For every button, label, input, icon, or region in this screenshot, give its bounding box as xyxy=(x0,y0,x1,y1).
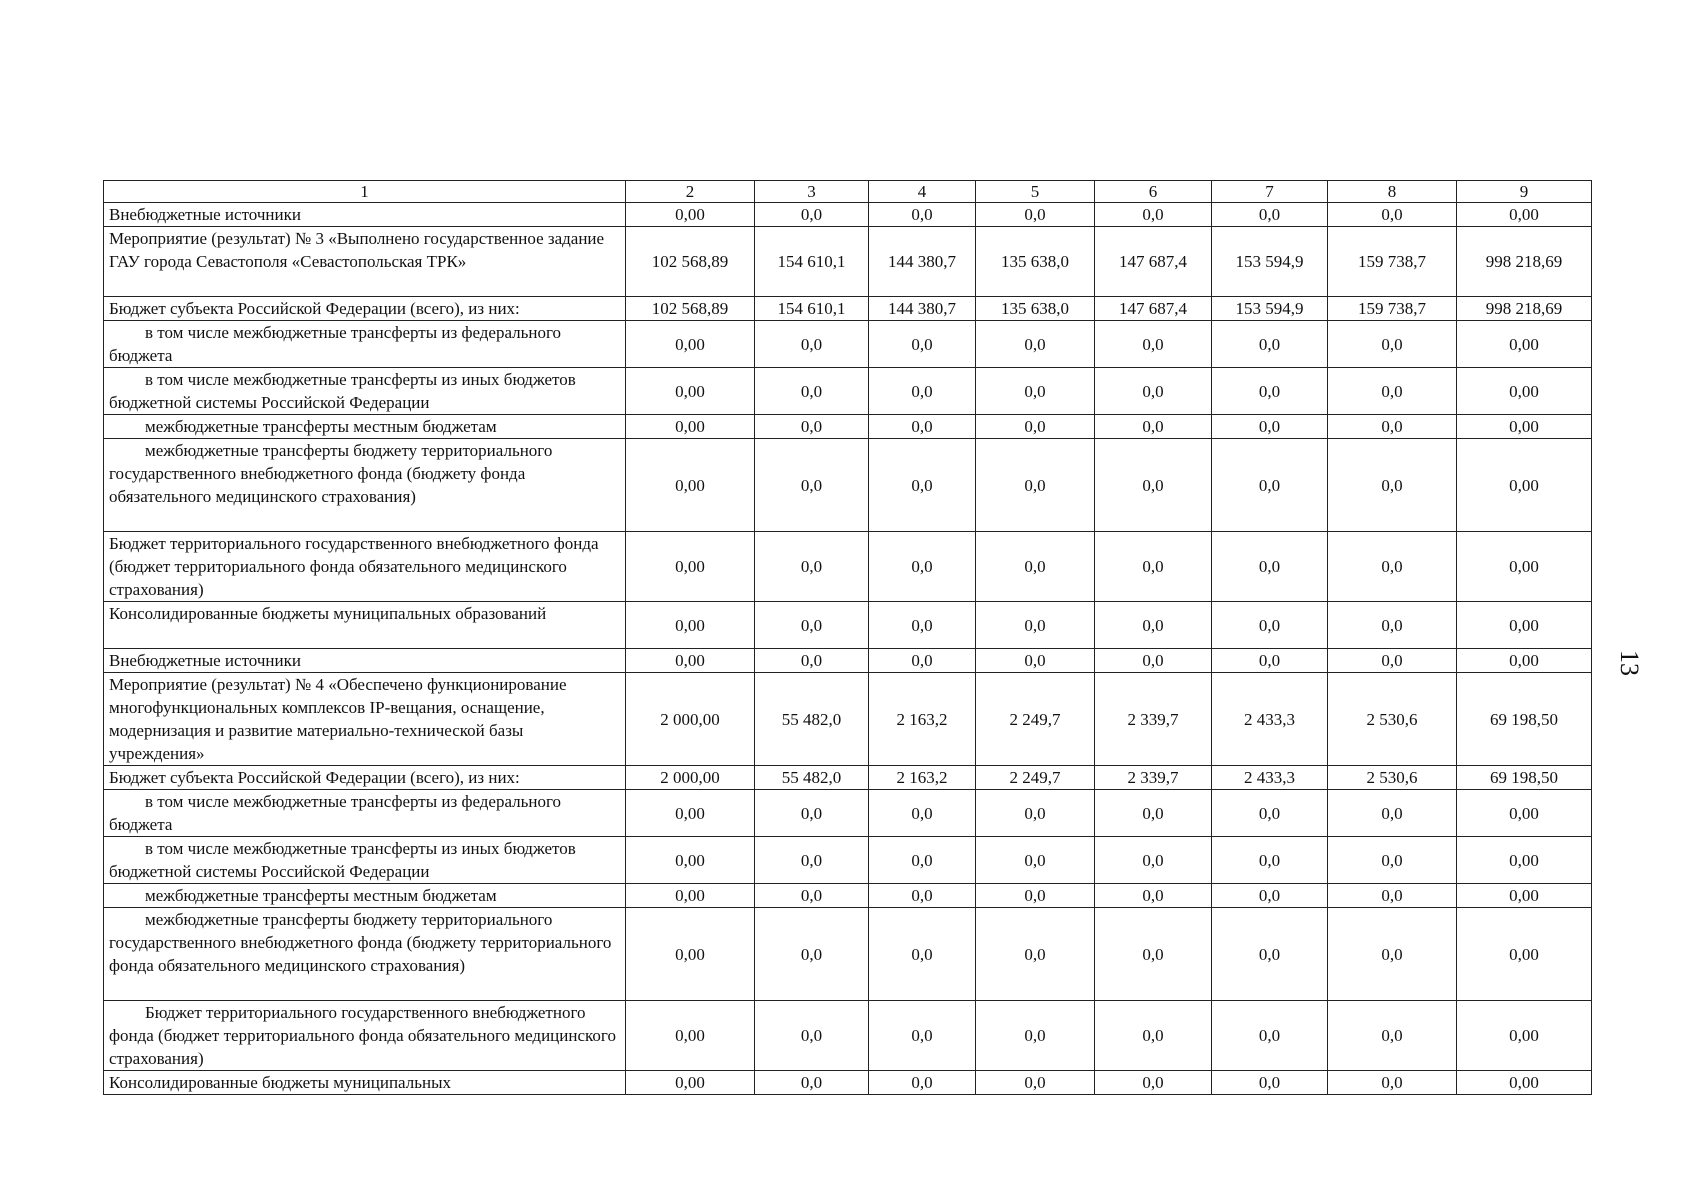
value-cell: 0,0 xyxy=(1095,837,1212,884)
value-cell: 144 380,7 xyxy=(869,297,976,321)
value-cell: 0,0 xyxy=(1328,203,1457,227)
value-cell: 0,00 xyxy=(1457,790,1592,837)
value-cell: 0,0 xyxy=(1328,368,1457,415)
value-cell: 2 339,7 xyxy=(1095,673,1212,766)
row-label: Мероприятие (результат) № 3 «Выполнено государственное задание ГАУ города Севастополя «Севастопольская ТРК» xyxy=(104,227,626,297)
table-row xyxy=(104,790,1592,837)
value-cell: 0,00 xyxy=(626,790,755,837)
value-cell: 2 249,7 xyxy=(976,766,1095,790)
value-cell: 154 610,1 xyxy=(755,227,869,297)
value-cell: 0,00 xyxy=(1457,368,1592,415)
value-cell: 0,0 xyxy=(976,908,1095,1001)
value-cell: 0,0 xyxy=(1328,1071,1457,1095)
header-cell: 6 xyxy=(1095,181,1212,203)
value-cell: 159 738,7 xyxy=(1328,297,1457,321)
row-label: Внебюджетные источники xyxy=(104,649,626,673)
value-cell: 69 198,50 xyxy=(1457,673,1592,766)
header-cell: 2 xyxy=(626,181,755,203)
value-cell: 0,00 xyxy=(626,602,755,649)
value-cell: 0,0 xyxy=(1212,1001,1328,1071)
value-cell: 0,00 xyxy=(626,908,755,1001)
row-label: в том числе межбюджетные трансферты из федерального бюджета xyxy=(104,790,626,837)
value-cell: 147 687,4 xyxy=(1095,297,1212,321)
value-cell: 0,0 xyxy=(755,602,869,649)
table-row xyxy=(104,884,1592,908)
value-cell: 0,0 xyxy=(869,602,976,649)
header-cell: 3 xyxy=(755,181,869,203)
value-cell: 0,0 xyxy=(1328,321,1457,368)
value-cell: 2 530,6 xyxy=(1328,673,1457,766)
value-cell: 0,0 xyxy=(976,649,1095,673)
value-cell: 0,0 xyxy=(1212,203,1328,227)
value-cell: 0,0 xyxy=(1095,790,1212,837)
value-cell: 0,00 xyxy=(1457,602,1592,649)
table-row xyxy=(104,837,1592,884)
row-label: Бюджет субъекта Российской Федерации (всего), из них: xyxy=(104,766,626,790)
value-cell: 0,0 xyxy=(1095,439,1212,532)
value-cell: 135 638,0 xyxy=(976,297,1095,321)
value-cell: 0,0 xyxy=(755,368,869,415)
value-cell: 0,00 xyxy=(1457,1071,1592,1095)
value-cell: 0,0 xyxy=(755,908,869,1001)
value-cell: 0,0 xyxy=(976,368,1095,415)
value-cell: 0,00 xyxy=(1457,203,1592,227)
page-number: 13 xyxy=(1615,650,1644,676)
row-label: межбюджетные трансферты бюджету территориального государственного внебюджетного фонда (бюджету фонда обязательного медицинского страхования) xyxy=(104,439,626,532)
value-cell: 0,0 xyxy=(1095,1001,1212,1071)
value-cell: 0,0 xyxy=(1095,908,1212,1001)
value-cell: 0,0 xyxy=(1212,602,1328,649)
table-row xyxy=(104,203,1592,227)
table-row xyxy=(104,368,1592,415)
row-label: Консолидированные бюджеты муниципальных xyxy=(104,1071,626,1095)
row-label: в том числе межбюджетные трансферты из иных бюджетов бюджетной системы Российской Федерации xyxy=(104,368,626,415)
value-cell: 0,0 xyxy=(869,884,976,908)
value-cell: 0,0 xyxy=(976,203,1095,227)
value-cell: 153 594,9 xyxy=(1212,227,1328,297)
value-cell: 0,0 xyxy=(1095,415,1212,439)
value-cell: 0,0 xyxy=(1095,321,1212,368)
value-cell: 0,0 xyxy=(869,321,976,368)
table-row xyxy=(104,532,1592,602)
value-cell: 2 000,00 xyxy=(626,766,755,790)
value-cell: 55 482,0 xyxy=(755,673,869,766)
value-cell: 0,0 xyxy=(869,790,976,837)
value-cell: 2 163,2 xyxy=(869,766,976,790)
value-cell: 0,0 xyxy=(976,884,1095,908)
value-cell: 0,0 xyxy=(1095,203,1212,227)
header-cell: 7 xyxy=(1212,181,1328,203)
value-cell: 2 249,7 xyxy=(976,673,1095,766)
value-cell: 0,0 xyxy=(1328,1001,1457,1071)
value-cell: 0,00 xyxy=(1457,884,1592,908)
value-cell: 0,0 xyxy=(1328,790,1457,837)
value-cell: 0,0 xyxy=(1095,649,1212,673)
value-cell: 0,0 xyxy=(1212,790,1328,837)
value-cell: 0,0 xyxy=(1212,368,1328,415)
value-cell: 0,0 xyxy=(869,837,976,884)
value-cell: 0,00 xyxy=(1457,532,1592,602)
header-cell: 9 xyxy=(1457,181,1592,203)
value-cell: 0,0 xyxy=(1212,415,1328,439)
value-cell: 2 433,3 xyxy=(1212,673,1328,766)
value-cell: 154 610,1 xyxy=(755,297,869,321)
value-cell: 0,0 xyxy=(755,415,869,439)
value-cell: 0,00 xyxy=(626,649,755,673)
table-row xyxy=(104,602,1592,649)
value-cell: 0,00 xyxy=(1457,415,1592,439)
row-label: межбюджетные трансферты местным бюджетам xyxy=(104,415,626,439)
table-row xyxy=(104,415,1592,439)
value-cell: 0,0 xyxy=(976,602,1095,649)
value-cell: 0,0 xyxy=(1212,532,1328,602)
table-row xyxy=(104,766,1592,790)
value-cell: 998 218,69 xyxy=(1457,227,1592,297)
table-row xyxy=(104,673,1592,766)
value-cell: 0,00 xyxy=(1457,837,1592,884)
row-label: Консолидированные бюджеты муниципальных образований xyxy=(104,602,626,649)
row-label: Бюджет субъекта Российской Федерации (всего), из них: xyxy=(104,297,626,321)
value-cell: 0,0 xyxy=(1328,884,1457,908)
value-cell: 0,0 xyxy=(869,439,976,532)
budget-table xyxy=(103,180,1592,1095)
value-cell: 55 482,0 xyxy=(755,766,869,790)
value-cell: 0,00 xyxy=(1457,321,1592,368)
value-cell: 0,0 xyxy=(976,1071,1095,1095)
value-cell: 102 568,89 xyxy=(626,297,755,321)
table-row xyxy=(104,297,1592,321)
value-cell: 0,0 xyxy=(869,908,976,1001)
value-cell: 135 638,0 xyxy=(976,227,1095,297)
row-label: в том числе межбюджетные трансферты из федерального бюджета xyxy=(104,321,626,368)
value-cell: 2 000,00 xyxy=(626,673,755,766)
value-cell: 0,0 xyxy=(1095,884,1212,908)
value-cell: 0,0 xyxy=(1212,649,1328,673)
value-cell: 0,0 xyxy=(755,439,869,532)
value-cell: 0,0 xyxy=(755,203,869,227)
value-cell: 0,00 xyxy=(1457,439,1592,532)
table-row xyxy=(104,649,1592,673)
value-cell: 2 339,7 xyxy=(1095,766,1212,790)
value-cell: 69 198,50 xyxy=(1457,766,1592,790)
value-cell: 2 530,6 xyxy=(1328,766,1457,790)
value-cell: 0,0 xyxy=(1212,439,1328,532)
value-cell: 0,0 xyxy=(869,1071,976,1095)
table-row xyxy=(104,321,1592,368)
header-cell: 5 xyxy=(976,181,1095,203)
table-row xyxy=(104,1001,1592,1071)
header-cell: 8 xyxy=(1328,181,1457,203)
value-cell: 0,00 xyxy=(626,837,755,884)
value-cell: 0,0 xyxy=(755,884,869,908)
value-cell: 0,0 xyxy=(869,203,976,227)
value-cell: 2 433,3 xyxy=(1212,766,1328,790)
value-cell: 0,0 xyxy=(1095,1071,1212,1095)
value-cell: 102 568,89 xyxy=(626,227,755,297)
value-cell: 147 687,4 xyxy=(1095,227,1212,297)
value-cell: 0,00 xyxy=(626,368,755,415)
value-cell: 0,0 xyxy=(755,1001,869,1071)
value-cell: 0,00 xyxy=(1457,908,1592,1001)
table-body xyxy=(104,203,1592,1095)
value-cell: 0,0 xyxy=(869,368,976,415)
value-cell: 144 380,7 xyxy=(869,227,976,297)
table-row xyxy=(104,227,1592,297)
value-cell: 0,0 xyxy=(1095,532,1212,602)
value-cell: 0,0 xyxy=(869,649,976,673)
header-cell: 1 xyxy=(104,181,626,203)
value-cell: 0,0 xyxy=(1212,908,1328,1001)
row-label: межбюджетные трансферты местным бюджетам xyxy=(104,884,626,908)
value-cell: 0,0 xyxy=(1212,837,1328,884)
value-cell: 0,0 xyxy=(976,790,1095,837)
value-cell: 0,00 xyxy=(626,1001,755,1071)
value-cell: 0,0 xyxy=(1328,649,1457,673)
value-cell: 0,0 xyxy=(1328,837,1457,884)
value-cell: 0,0 xyxy=(1095,368,1212,415)
value-cell: 0,00 xyxy=(626,321,755,368)
value-cell: 0,00 xyxy=(626,203,755,227)
value-cell: 153 594,9 xyxy=(1212,297,1328,321)
value-cell: 0,0 xyxy=(755,1071,869,1095)
value-cell: 0,0 xyxy=(976,837,1095,884)
value-cell: 0,0 xyxy=(869,532,976,602)
table-row xyxy=(104,439,1592,532)
table-header xyxy=(104,181,1592,203)
row-label: в том числе межбюджетные трансферты из иных бюджетов бюджетной системы Российской Федерации xyxy=(104,837,626,884)
value-cell: 0,00 xyxy=(626,532,755,602)
value-cell: 0,0 xyxy=(1095,602,1212,649)
value-cell: 0,00 xyxy=(626,415,755,439)
value-cell: 0,00 xyxy=(626,439,755,532)
value-cell: 0,0 xyxy=(1212,321,1328,368)
value-cell: 0,0 xyxy=(976,415,1095,439)
value-cell: 0,0 xyxy=(976,532,1095,602)
row-label: Бюджет территориального государственного внебюджетного фонда (бюджет территориального фонда обязательного медицинского страхования) xyxy=(104,532,626,602)
value-cell: 0,0 xyxy=(755,837,869,884)
row-label: Внебюджетные источники xyxy=(104,203,626,227)
row-label: Бюджет территориального государственного внебюджетного фонда (бюджет территориального фонда обязательного медицинского страхования) xyxy=(104,1001,626,1071)
value-cell: 0,0 xyxy=(976,1001,1095,1071)
header-cell: 4 xyxy=(869,181,976,203)
value-cell: 0,0 xyxy=(869,1001,976,1071)
value-cell: 0,0 xyxy=(976,439,1095,532)
value-cell: 0,0 xyxy=(1212,1071,1328,1095)
value-cell: 0,0 xyxy=(755,532,869,602)
value-cell: 0,0 xyxy=(755,321,869,368)
value-cell: 0,0 xyxy=(1212,884,1328,908)
value-cell: 0,0 xyxy=(755,790,869,837)
value-cell: 0,0 xyxy=(1328,415,1457,439)
table-row xyxy=(104,908,1592,1001)
value-cell: 0,0 xyxy=(1328,439,1457,532)
value-cell: 2 163,2 xyxy=(869,673,976,766)
value-cell: 0,0 xyxy=(1328,908,1457,1001)
value-cell: 0,00 xyxy=(1457,649,1592,673)
table-row xyxy=(104,1071,1592,1095)
value-cell: 0,00 xyxy=(1457,1001,1592,1071)
value-cell: 159 738,7 xyxy=(1328,227,1457,297)
row-label: межбюджетные трансферты бюджету территориального государственного внебюджетного фонда (бюджету территориального фонда обязательного медицинского страхования) xyxy=(104,908,626,1001)
value-cell: 0,0 xyxy=(755,649,869,673)
value-cell: 998 218,69 xyxy=(1457,297,1592,321)
value-cell: 0,00 xyxy=(626,1071,755,1095)
value-cell: 0,00 xyxy=(626,884,755,908)
value-cell: 0,0 xyxy=(1328,532,1457,602)
row-label: Мероприятие (результат) № 4 «Обеспечено функционирование многофункциональных комплексов IP-вещания, оснащение, модернизация и развитие материально-технической базы учреждения» xyxy=(104,673,626,766)
value-cell: 0,0 xyxy=(976,321,1095,368)
value-cell: 0,0 xyxy=(1328,602,1457,649)
value-cell: 0,0 xyxy=(869,415,976,439)
